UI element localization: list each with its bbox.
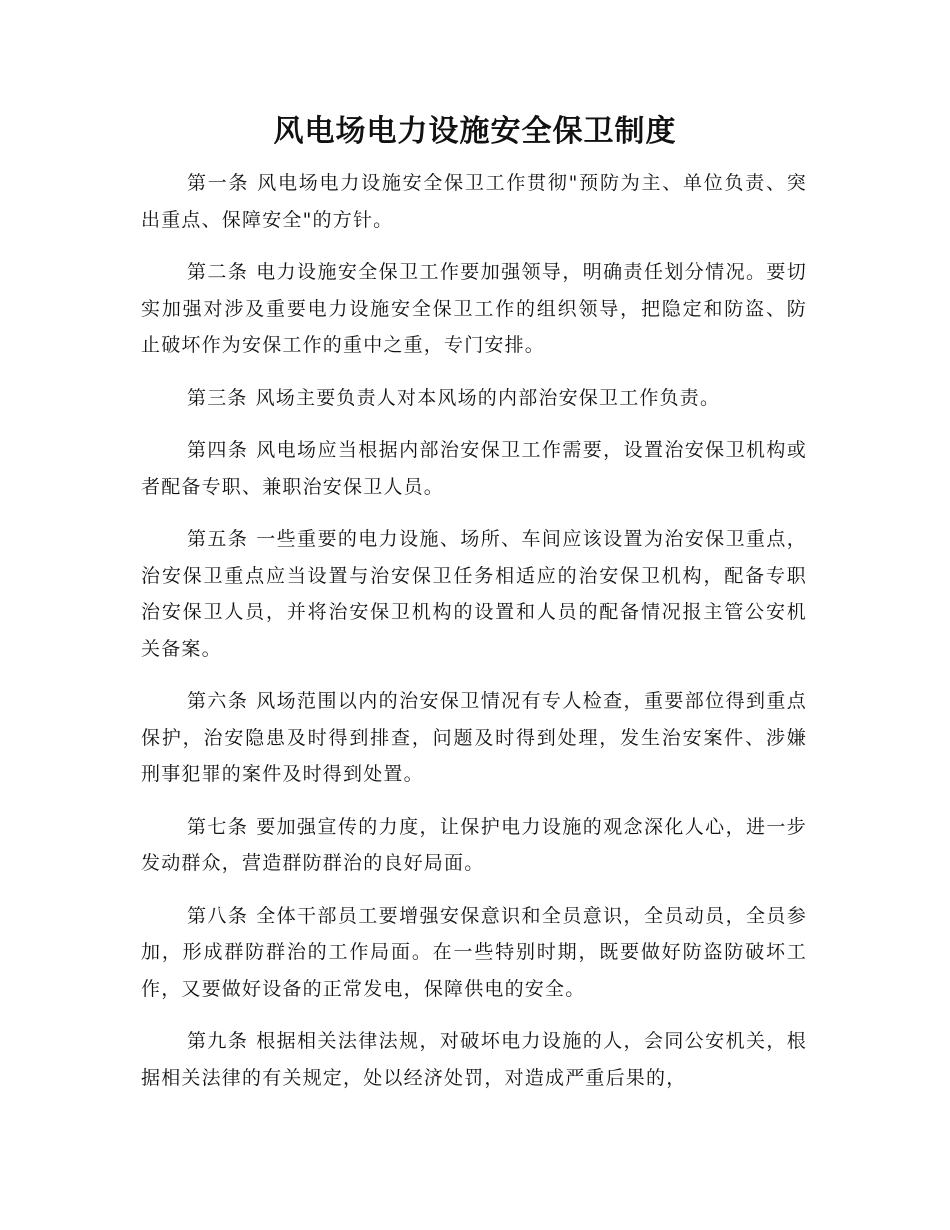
article-6 [141, 683, 807, 793]
article-text: 风场主要负责人对本风场的内部治安保卫工作负责。 [255, 386, 721, 409]
article-text: 一些重要的电力设施、场所、车间应该设置为治安保卫重点，治安保卫重点应当设置与治安保卫任务相适应的治安保卫机构，配备专职治安保卫人员，并将治安保卫机构的设置和人员的配备情况报主管公安机关备案。 [141, 528, 808, 660]
article-1 [141, 165, 807, 238]
article-3 [141, 380, 807, 417]
article-number: 第六条 [187, 690, 249, 712]
article-number: 第九条 [187, 1030, 249, 1052]
article-number: 第八条 [187, 904, 249, 927]
article-9 [141, 1023, 807, 1096]
article-text: 风电场电力设施安全保卫工作贯彻"预防为主、单位负责、突出重点、保障安全"的方针。 [141, 172, 807, 231]
article-7 [141, 809, 807, 882]
article-number: 第二条 [187, 261, 249, 283]
article-2 [141, 254, 807, 364]
article-number: 第七条 [187, 815, 249, 838]
article-8 [141, 898, 807, 1008]
article-4 [141, 432, 807, 505]
article-text: 全体干部员工要增强安保意识和全员意识，全员动员，全员参加，形成群防群治的工作局面。在一些特别时期，既要做好防盗防破坏工作，又要做好设备的正常发电，保障供电的安全。 [141, 904, 808, 1000]
article-text: 根据相关法律法规，对破坏电力设施的人，会同公安机关，根据相关法律的有关规定，处以经济处罚，对造成严重后果的， [141, 1030, 808, 1089]
article-number: 第四条 [187, 439, 249, 461]
article-text: 风场范围以内的治安保卫情况有专人检查，重要部位得到重点保护，治安隐患及时得到排查，问题及时得到处理，发生治安案件、涉嫌刑事犯罪的案件及时得到处置。 [141, 690, 808, 785]
article-number: 第三条 [187, 386, 248, 409]
article-5 [141, 521, 807, 667]
article-text: 要加强宣传的力度，让保护电力设施的观念深化人心，进一步发动群众，营造群防群治的良好局面。 [141, 815, 808, 874]
article-number: 第五条 [187, 528, 249, 550]
document-body [141, 165, 807, 1112]
article-text: 风电场应当根据内部治安保卫工作需要，设置治安保卫机构或者配备专职、兼职治安保卫人员。 [141, 439, 808, 498]
article-text: 电力设施安全保卫工作要加强领导，明确责任划分情况。要切实加强对涉及重要电力设施安全保卫工作的组织领导，把隐定和防盗、防止破坏作为安保工作的重中之重，专门安排。 [141, 261, 808, 356]
document-title: 风电场电力设施安全保卫制度 [273, 114, 677, 149]
article-number: 第一条 [187, 172, 250, 194]
